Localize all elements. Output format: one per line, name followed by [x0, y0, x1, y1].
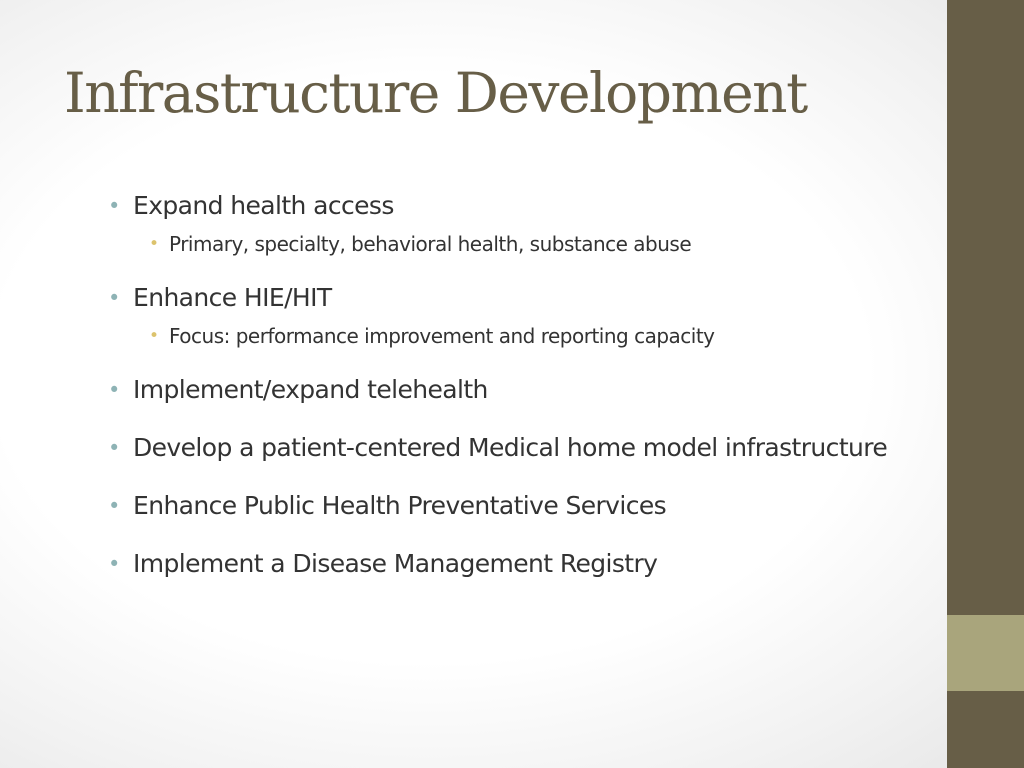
list-item: [108, 188, 888, 224]
list-item: [108, 430, 888, 466]
list-item-text: Implement/expand telehealth: [133, 375, 488, 404]
bullet-dot-icon: •: [149, 326, 159, 346]
sub-list-item-text: Focus: performance improvement and reporting capacity: [169, 324, 715, 348]
slide-title: Infrastructure Development: [64, 61, 807, 125]
bullet-list: [108, 188, 888, 604]
bullet-dot-icon: •: [108, 194, 120, 218]
sub-list-item-text: Primary, specialty, behavioral health, substance abuse: [169, 232, 692, 256]
list-item-text: Expand health access: [133, 191, 394, 220]
list-item: [108, 280, 888, 316]
bullet-dot-icon: •: [108, 552, 120, 576]
bullet-dot-icon: •: [108, 286, 120, 310]
sub-list-item: [149, 324, 888, 348]
list-item-text: Implement a Disease Management Registry: [133, 549, 658, 578]
list-item-text: Enhance Public Health Preventative Services: [133, 491, 667, 520]
list-item-text: Enhance HIE/HIT: [133, 283, 332, 312]
sub-list-item: [149, 232, 888, 256]
list-item: [108, 488, 888, 524]
bullet-dot-icon: •: [108, 494, 120, 518]
bullet-dot-icon: •: [108, 378, 120, 402]
list-item: [108, 372, 888, 408]
bullet-dot-icon: •: [149, 234, 159, 254]
list-item: [108, 546, 888, 582]
list-item-text: Develop a patient-centered Medical home model infrastructure: [133, 433, 888, 462]
bullet-dot-icon: •: [108, 436, 120, 460]
side-accent-block: [947, 615, 1024, 691]
